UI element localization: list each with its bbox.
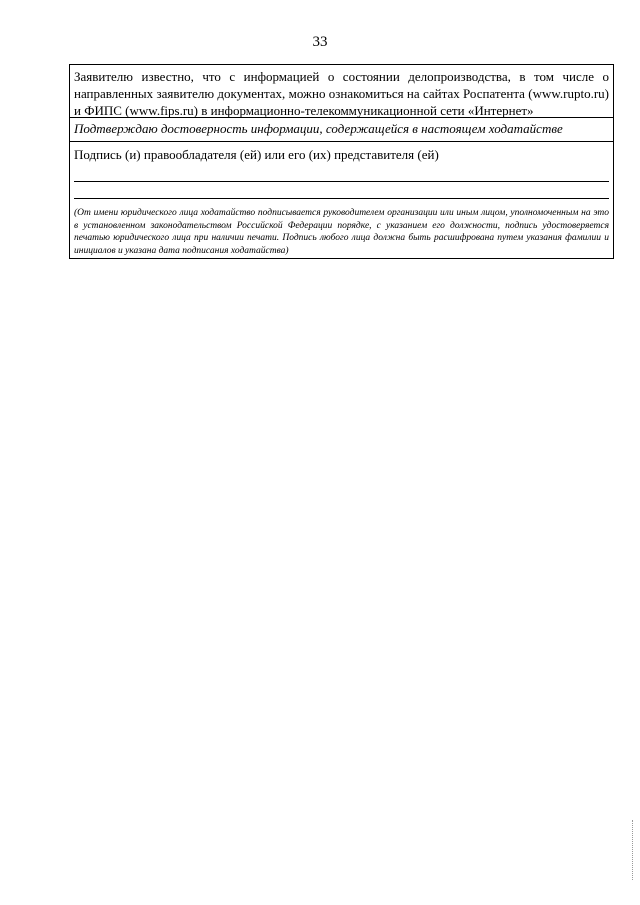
confirmation-row: Подтверждаю достоверность информации, содержащейся в настоящем ходатайстве — [70, 118, 613, 142]
signature-label: Подпись (и) правообладателя (ей) или его (их) представителя (ей) — [74, 147, 439, 162]
signature-line — [74, 165, 609, 182]
scan-edge-mark — [632, 820, 634, 880]
signature-row — [70, 142, 613, 258]
petition-form-table — [69, 64, 614, 259]
page-number: 33 — [312, 34, 328, 50]
notice-row: Заявителю известно, что с информацией о состоянии делопроизводства, в том числе о направленных заявителю документах, можно ознакомиться на сайтах Роспатента (www.rupto.ru) и ФИПС (www.fips.ru) в информационно-телекоммуникационной сети «Интернет» — [70, 65, 613, 118]
signature-line — [74, 182, 609, 199]
signature-footnote: (От имени юридического лица ходатайство подписывается руководителем организации или иным лицом, уполномоченным на это в установленном законодательством Российской Федерации порядке, с указанием его должности, подпись удостоверяется печатью юридического лица при наличии печати. Подпись любого лица должна быть расшифрована путем указания фамилии и инициалов и указана дата подписания ходатайства) — [74, 208, 609, 256]
